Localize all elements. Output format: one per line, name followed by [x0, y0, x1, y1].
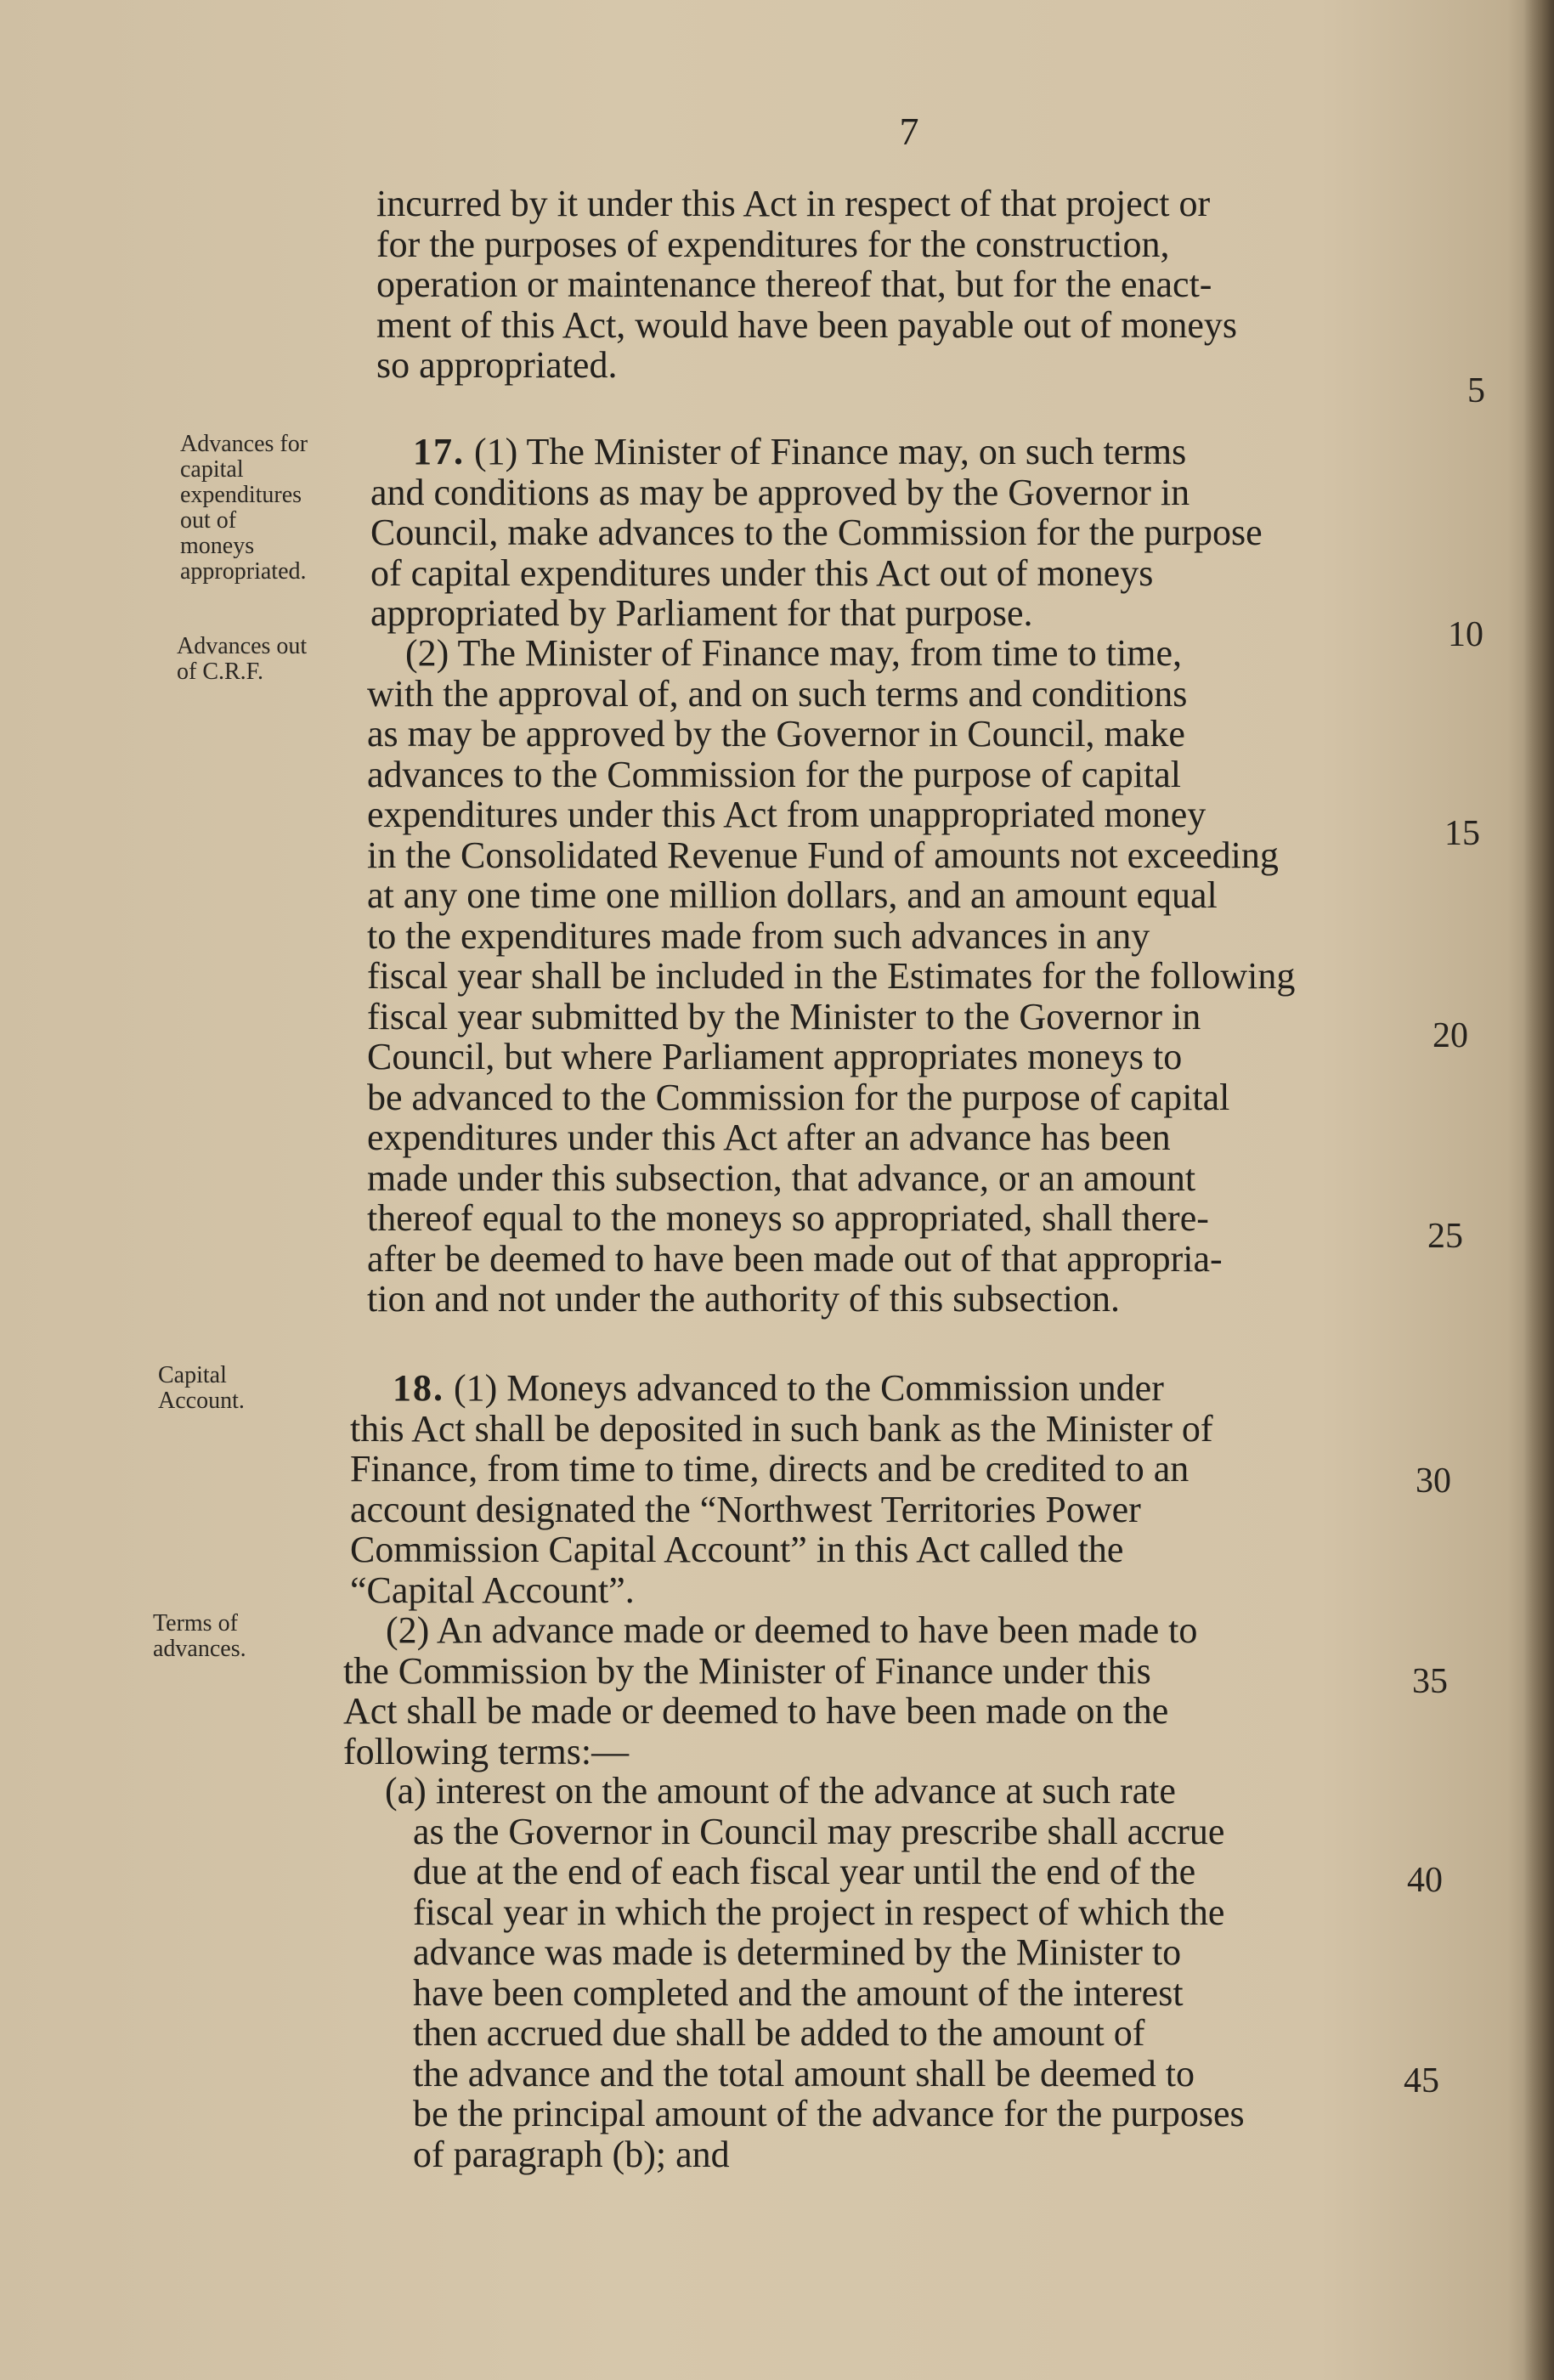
paragraph-continuation [376, 184, 1438, 386]
margin-note-line: advances. [153, 1636, 246, 1662]
text-line: be the principal amount of the advance for the purposes [413, 2093, 1245, 2134]
text-line: (2) An advance made or deemed to have been made to [386, 1609, 1198, 1651]
text-line: advances to the Commission for the purpose of capital [367, 753, 1181, 795]
text-line: Finance, from time to time, directs and be credited to an [350, 1448, 1190, 1490]
text-line: operation or maintenance thereof that, but for the enact- [376, 263, 1212, 305]
text-line: this Act shall be deposited in such bank as the Minister of [350, 1407, 1213, 1450]
section-number-18: 18. [393, 1367, 444, 1409]
text-line: after be deemed to have been made out of that appropria- [367, 1237, 1223, 1280]
line-number: 5 [1467, 371, 1485, 410]
text-line: due at the end of each fiscal year until the end of the [413, 1851, 1196, 1892]
text-line: for the purposes of expenditures for the construction, [376, 223, 1170, 265]
margin-note-line: Terms of [153, 1610, 238, 1637]
text-line: fiscal year submitted by the Minister to the Governor in [367, 995, 1201, 1037]
text-line: of paragraph (b); and [413, 2133, 730, 2175]
margin-note-line: expenditures [180, 482, 302, 508]
text-line: Council, make advances to the Commission for the purpose [370, 512, 1263, 553]
text-line: with the approval of, and on such terms and conditions [367, 672, 1188, 715]
page-edge-shadow [1523, 0, 1554, 2380]
text-line: fiscal year in which the project in respect of which the [413, 1891, 1225, 1933]
text-line: then accrued due shall be added to the amount of [413, 2012, 1145, 2054]
text-line: account designated the “Northwest Territories Power [350, 1488, 1141, 1530]
margin-note-line: capital [180, 456, 244, 483]
text-line: following terms:— [343, 1730, 630, 1772]
margin-note-advances-capital [180, 432, 308, 585]
text-line: fiscal year shall be included in the Estimates for the following [367, 955, 1296, 997]
margin-note-line: appropriated. [180, 558, 307, 585]
margin-note-line: moneys [180, 533, 255, 559]
text-line: at any one time one million dollars, and an amount equal [367, 874, 1218, 916]
line-number: 10 [1448, 615, 1483, 654]
text-line: (a) interest on the amount of the advance at such rate [385, 1770, 1176, 1812]
text-line: (1) Moneys advanced to the Commission under [454, 1367, 1164, 1409]
section-17-subsection-2 [367, 633, 1429, 1320]
text-line: expenditures under this Act from unappropriated money [367, 794, 1206, 835]
text-line: made under this subsection, that advance, or an amount [367, 1156, 1196, 1199]
line-number: 40 [1407, 1861, 1443, 1900]
text-line: ment of this Act, would have been payable out of moneys [376, 303, 1237, 346]
section-18-subsection-2 [343, 1610, 1405, 1772]
margin-note-line: Advances for [180, 431, 308, 457]
page-number: 7 [899, 110, 919, 153]
text-line: “Capital Account”. [350, 1569, 635, 1611]
section-18-first-line [350, 1368, 1412, 1409]
text-line: Commission Capital Account” in this Act called the [350, 1529, 1124, 1570]
text-line: appropriated by Parliament for that purpose. [370, 592, 1033, 634]
text-line: to the expenditures made from such advances in any [367, 914, 1150, 957]
margin-note-terms-of-advances [153, 1611, 246, 1662]
line-number: 20 [1433, 1016, 1468, 1055]
text-line: have been completed and the amount of the interest [413, 1971, 1184, 2014]
section-18-paragraph-a [381, 1771, 1400, 2174]
margin-note-line: of C.R.F. [177, 659, 264, 685]
text-line: so appropriated. [376, 344, 618, 386]
text-line: tion and not under the authority of this subsection. [367, 1278, 1120, 1320]
text-line: advance was made is determined by the Minister to [413, 1931, 1182, 1973]
text-line: Act shall be made or deemed to have been made on the [343, 1690, 1169, 1732]
margin-note-line: out of [180, 507, 237, 534]
section-17-first-line [370, 432, 1433, 472]
text-line: of capital expenditures under this Act out of moneys [370, 551, 1154, 594]
text-line: (2) The Minister of Finance may, from time to time, [405, 632, 1183, 674]
line-number: 35 [1412, 1662, 1448, 1701]
line-number: 25 [1427, 1217, 1463, 1256]
margin-note-line: Account. [158, 1388, 245, 1414]
text-line: (1) The Minister of Finance may, on such terms [474, 431, 1187, 472]
text-line: the advance and the total amount shall be deemed to [413, 2052, 1195, 2095]
text-line: thereof equal to the moneys so appropriated, shall there- [367, 1197, 1209, 1239]
margin-note-line: Capital [158, 1362, 227, 1388]
text-line: Council, but where Parliament appropriates moneys to [367, 1036, 1183, 1077]
text-line: be advanced to the Commission for the purpose of capital [367, 1076, 1230, 1118]
text-line: as may be approved by the Governor in Council, make [367, 713, 1185, 755]
line-number: 30 [1416, 1461, 1451, 1501]
text-line: in the Consolidated Revenue Fund of amounts not exceeding [367, 834, 1279, 876]
text-line: and conditions as may be approved by the Governor in [370, 471, 1190, 513]
margin-note-line: Advances out [177, 633, 308, 659]
text-line: as the Governor in Council may prescribe shall accrue [413, 1810, 1225, 1852]
text-line: the Commission by the Minister of Finance under this [343, 1649, 1151, 1692]
text-line: incurred by it under this Act in respect of that project or [376, 183, 1211, 224]
section-number-17: 17. [413, 431, 465, 472]
margin-note-advances-crf [177, 634, 307, 685]
section-18 [350, 1368, 1412, 1610]
margin-note-capital-account [158, 1363, 245, 1414]
line-number: 45 [1404, 2061, 1439, 2100]
section-17 [370, 432, 1433, 634]
line-number: 15 [1444, 814, 1480, 853]
text-line: expenditures under this Act after an advance has been [367, 1117, 1171, 1158]
